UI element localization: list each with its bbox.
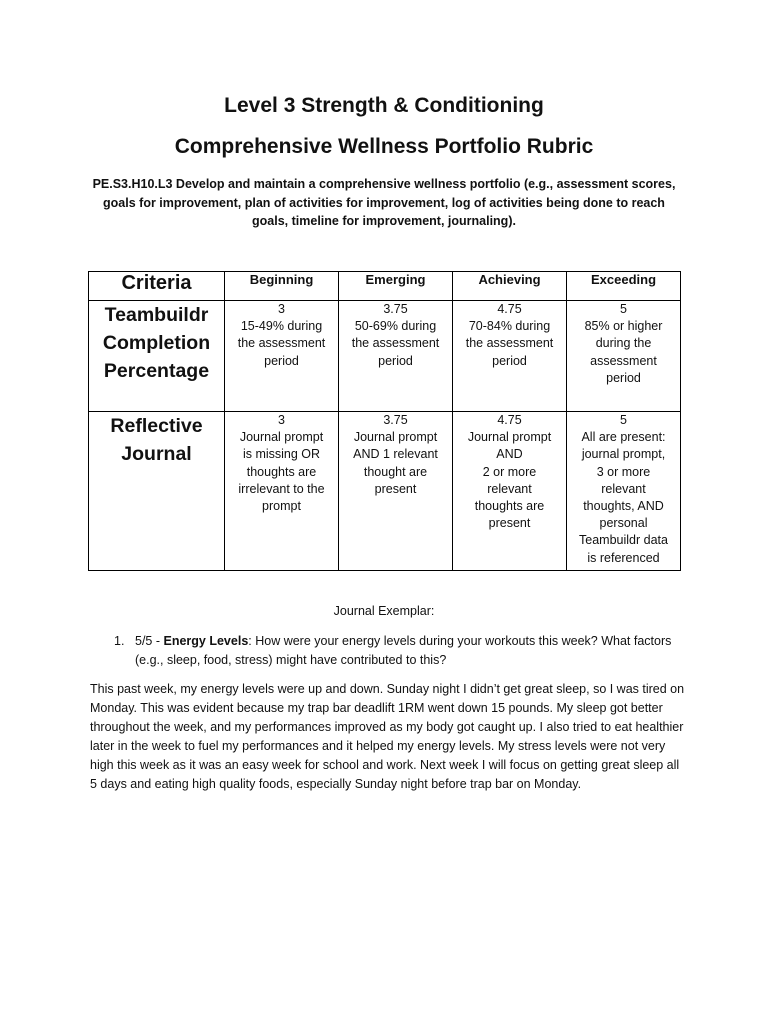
- exemplar-title: Journal Exemplar:: [333, 604, 435, 618]
- cell-description: 85% or higher during the assessment period: [584, 319, 663, 385]
- rubric-cell: [339, 301, 453, 412]
- level-header-beginning: Beginning: [225, 272, 339, 301]
- prompt-question: : How were your energy levels during your workouts this week? What factors (e.g., sleep, food, stress) might have contributed to this?: [135, 634, 672, 667]
- rubric-cell: [453, 301, 567, 412]
- rubric-table: [88, 271, 681, 571]
- cell-description: Journal prompt AND 2 or more relevant thoughts are present: [467, 430, 552, 531]
- page-subtitle: Comprehensive Wellness Portfolio Rubric: [174, 135, 594, 158]
- prompt-topic: Energy Levels: [163, 634, 249, 648]
- cell-description: 15-49% during the assessment period: [237, 319, 326, 368]
- cell-score: 3.75: [383, 302, 408, 316]
- list-number: 1.: [114, 634, 125, 648]
- rubric-row-teambuildr: [89, 301, 681, 412]
- rubric-cell: [567, 412, 681, 571]
- level-header-emerging: Emerging: [339, 272, 453, 301]
- page-title: Level 3 Strength & Conditioning: [224, 94, 544, 117]
- cell-score: 4.75: [497, 413, 522, 427]
- cell-score: 3: [278, 413, 285, 427]
- standard-description: PE.S3.H10.L3 Develop and maintain a comprehensive wellness portfolio (e.g., assessment scores, goals for improvement, plan of activities for improvement, log of activities being done to reach goals, timeline for improvement, journaling).: [92, 177, 676, 228]
- level-header-exceeding: Exceeding: [567, 272, 681, 301]
- cell-description: Journal prompt is missing OR thoughts are irrelevant to the prompt: [238, 430, 325, 514]
- cell-score: 3: [278, 302, 285, 316]
- criteria-header: Criteria: [89, 272, 225, 301]
- rubric-cell: [453, 412, 567, 571]
- rubric-cell: [225, 301, 339, 412]
- rubric-row-journal: [89, 412, 681, 571]
- rubric-cell: [225, 412, 339, 571]
- journal-prompt-item: [114, 632, 674, 670]
- rubric-cell: [567, 301, 681, 412]
- journal-entry: This past week, my energy levels were up and down. Sunday night I didn’t get great sleep, so I was tired on Monday. This was evident because my trap bar deadlift 1RM went down 15 pounds. My sleep got better throughout the week, and my performances improved as my body got caught up. I also tried to eat healthier later in the week to fuel my performances and it helped my energy levels. My stress levels were not very high this week as it was an easy week for school and work. Next week I will focus on getting great sleep all 5 days and eating high quality foods, especially Sunday night before trap bar on Monday.: [90, 682, 685, 791]
- cell-score: 3.75: [383, 413, 408, 427]
- rubric-header-row: [89, 272, 681, 301]
- row-label-teambuildr: Teambuildr Completion Percentage: [89, 301, 225, 412]
- prompt-score: 5/5 -: [135, 634, 164, 648]
- cell-description: 50-69% during the assessment period: [351, 319, 440, 368]
- row-label-journal: Reflective Journal: [89, 412, 225, 571]
- cell-description: 70-84% during the assessment period: [465, 319, 554, 368]
- cell-score: 5: [620, 302, 627, 316]
- cell-score: 4.75: [497, 302, 522, 316]
- prompt-text: [135, 632, 674, 670]
- cell-score: 5: [620, 413, 627, 427]
- level-header-achieving: Achieving: [453, 272, 567, 301]
- cell-description: Journal prompt AND 1 relevant thought are present: [353, 430, 438, 496]
- cell-description: All are present: journal prompt, 3 or more relevant thoughts, AND personal Teambuildr data is referenced: [579, 430, 668, 565]
- rubric-cell: [339, 412, 453, 571]
